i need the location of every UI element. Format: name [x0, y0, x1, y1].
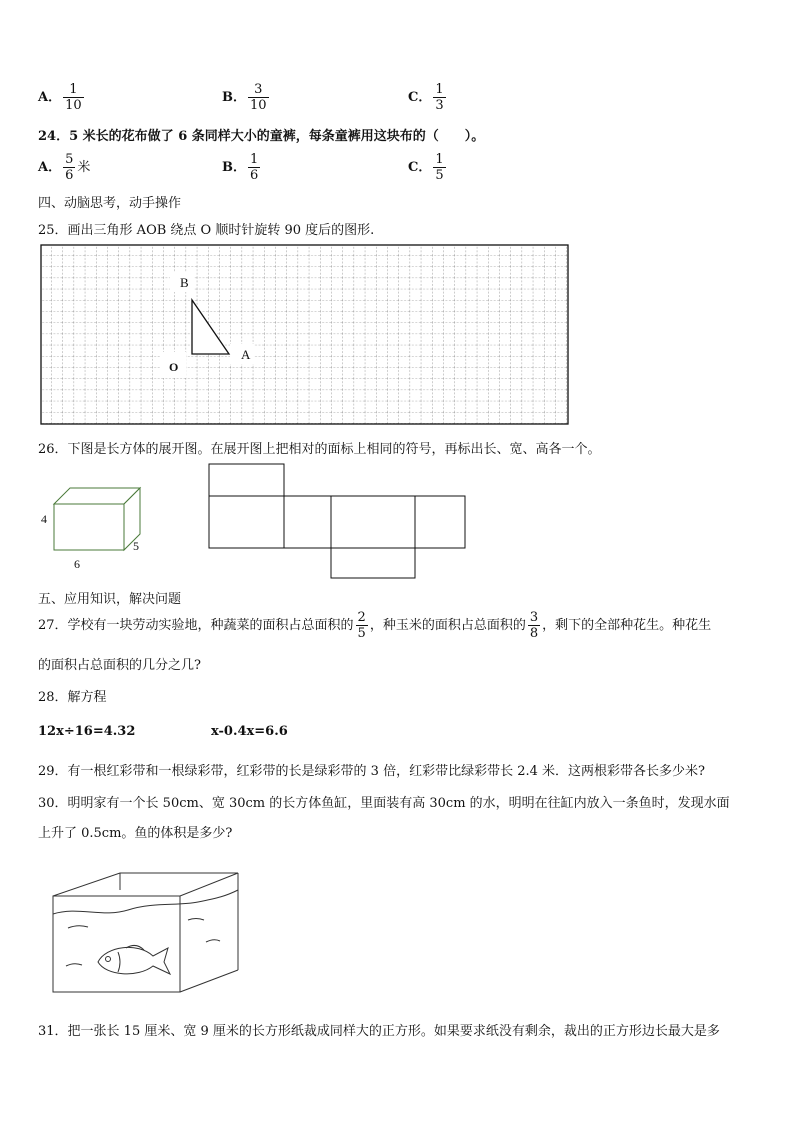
fraction: $\frac{1}{5}$	[435, 152, 444, 183]
q23-option-c: C． $\frac{1}{3}$	[408, 82, 444, 113]
q23-option-b: B． $\frac{3}{10}$	[222, 82, 267, 113]
label-a: A	[241, 347, 251, 362]
net-face-3	[331, 496, 415, 548]
cuboid-front	[54, 504, 124, 550]
tank-front	[53, 896, 180, 992]
fraction: $\frac{3}{8}$	[529, 610, 539, 641]
fraction: $\frac{2}{5}$	[357, 610, 366, 641]
q30-question-line1: 30．明明家有一个长 50cm、宽 30cm 的长方体鱼缸，里面装有高 30cm 的水，明明在往缸内放入一条鱼时，发现水面	[38, 796, 730, 811]
fish-icon	[98, 945, 170, 974]
q25-grid-figure	[40, 244, 570, 426]
q25-question: 25．画出三角形 AOB 绕点 O 顺时针旋转 90 度后的图形.	[38, 223, 375, 238]
dim-height: 4	[41, 512, 47, 526]
net-face-top	[209, 464, 284, 496]
q29-question: 29．有一根红彩带和一根绿彩带，红彩带的长是绿彩带的 3 倍，红彩带比绿彩带长 2.4 米．这两根彩带各长多少米?	[38, 764, 705, 779]
fraction: $\frac{3}{10}$	[250, 82, 267, 113]
dim-width: 5	[133, 539, 139, 553]
fraction: $\frac{1}{3}$	[435, 82, 444, 113]
q23-option-a: A． $\frac{1}{10}$	[38, 82, 82, 113]
label-b: B	[180, 275, 189, 290]
water-surface	[53, 890, 238, 914]
q31-question: 31．把一张长 15 厘米、宽 9 厘米的长方形纸裁成同样大的正方形。如果要求纸没有剩余，裁出的正方形边长最大是多	[38, 1024, 720, 1039]
dim-length: 6	[74, 557, 80, 571]
section-5-heading: 五、应用知识，解决问题	[38, 592, 182, 607]
fraction: $\frac{1}{6}$	[250, 152, 259, 183]
q26-question: 26．下图是长方体的展开图。在展开图上把相对的面标上相同的符号，再标出长、宽、高各一个。	[38, 442, 601, 457]
net-face-4	[415, 496, 465, 548]
q28-equation-1: 12x÷16=4.32	[38, 724, 136, 739]
q24-option-b: B． $\frac{1}{6}$	[222, 152, 259, 183]
q27-question-line2: 的面积占总面积的几分之几?	[38, 658, 201, 673]
q24-option-a: A． $\frac{5}{6}$ 米	[38, 152, 91, 183]
q26-cuboid-figure	[38, 480, 158, 572]
q28-equation-2: x-0.4x=6.6	[211, 724, 288, 739]
q27-question-line1: 27．学校有一块劳动实验地，种蔬菜的面积占总面积的 $\frac{2}{5}$ ，种玉米的面积占总面积的 $\frac{3}{8}$ ，剩下的全部种花生。种花生	[38, 610, 712, 641]
q28-question: 28．解方程	[38, 690, 107, 705]
q30-question-line2: 上升了 0.5cm。鱼的体积是多少?	[38, 826, 233, 841]
label-o: O	[169, 360, 179, 374]
net-face-bottom	[331, 548, 415, 578]
net-face-1	[209, 496, 284, 548]
net-face-2	[284, 496, 331, 548]
q24-question: 24．5 米长的花布做了 6 条同样大小的童裤，每条童裤用这块布的（ ）。	[38, 129, 485, 144]
grid-background	[41, 245, 568, 424]
q26-net-figure	[205, 460, 470, 582]
q30-fish-tank-figure	[48, 868, 243, 998]
fraction: $\frac{5}{6}$	[65, 152, 74, 183]
q24-option-c: C． $\frac{1}{5}$	[408, 152, 444, 183]
fraction: $\frac{1}{10}$	[65, 82, 82, 113]
tank-top-back	[53, 873, 238, 896]
section-4-heading: 四、动脑思考，动手操作	[38, 196, 182, 211]
